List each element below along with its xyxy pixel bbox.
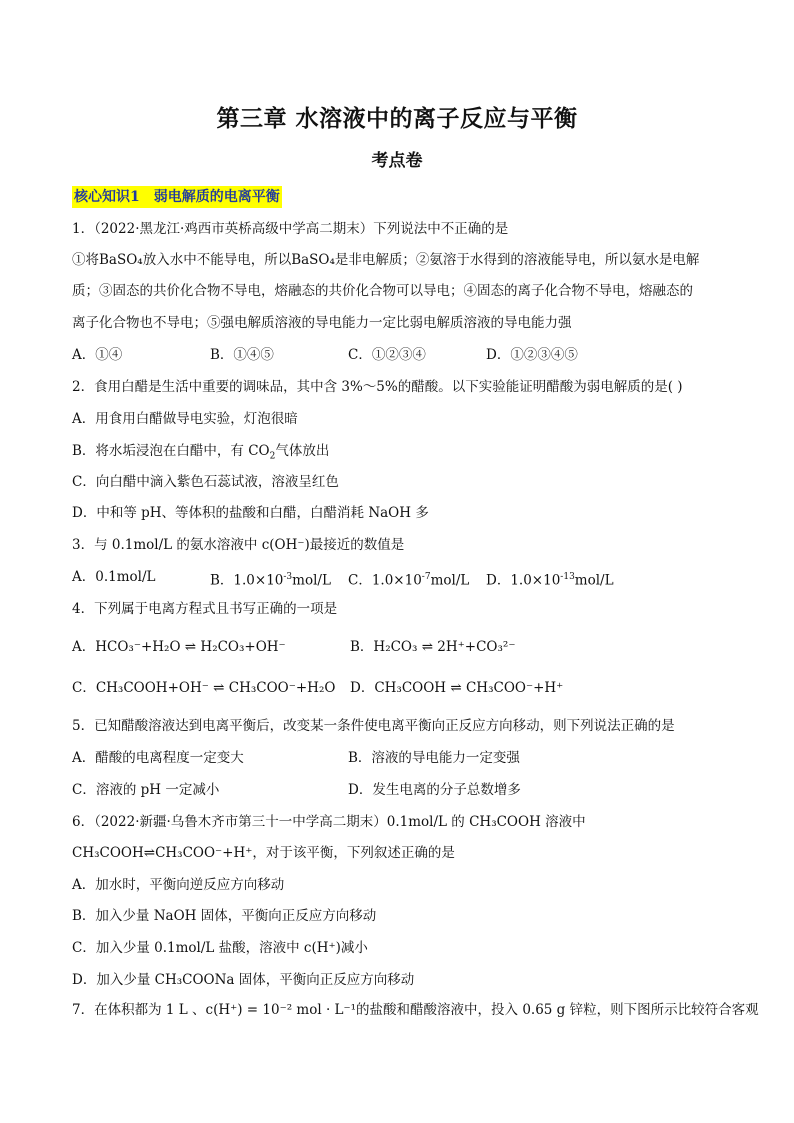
q4-option-d: D．CH₃COOH ⇌ CH₃COO⁻+H⁺ (350, 680, 564, 696)
section-heading: 核心知识1 弱电解质的电离平衡 (72, 186, 282, 208)
q3-option-b-pre: B．1.0×10 (210, 572, 284, 589)
q1-option-a: A．①④ (72, 347, 123, 363)
q3-option-c-post: mol/L (430, 572, 470, 589)
page-subtitle: 考点卷 (371, 151, 423, 171)
q2-option-b-pre: B．将水垢浸泡在白醋中，有 CO (72, 443, 270, 459)
q3-option-d-pre: D．1.0×10 (486, 572, 561, 589)
q1-body-line1: ①将BaSO₄放入水中不能导电，所以BaSO₄是非电解质；②氨溶于水得到的溶液能导电，所以氨水是电解 (72, 252, 700, 268)
q3-option-d (486, 567, 614, 591)
q2-option-b-post: 气体放出 (275, 443, 330, 459)
q1-body-line2: 质；③固态的共价化合物不导电，熔融态的共价化合物可以导电；④固态的离子化合物不导电，熔融态的 (72, 283, 693, 299)
q3-option-b-post: mol/L (292, 572, 331, 589)
q4-option-b: B．H₂CO₃ ⇌ 2H⁺+CO₃²⁻ (350, 639, 516, 655)
q1-option-c: C．①②③④ (348, 347, 426, 363)
q2-stem: 2．食用白醋是生活中重要的调味品，其中含 3%～5%的醋酸。以下实验能证明醋酸为弱电解质的是( ) (72, 379, 683, 395)
q3-option-a: A．0.1mol/L (72, 569, 156, 585)
q2-option-a: A．用食用白醋做导电实验，灯泡很暗 (72, 411, 298, 427)
q4-option-a: A．HCO₃⁻+H₂O ⇌ H₂CO₃+OH⁻ (72, 639, 286, 655)
page-title: 第三章 水溶液中的离子反应与平衡 (216, 105, 578, 132)
q3-option-d-sup: -13 (560, 572, 575, 582)
q3-option-d-post: mol/L (574, 572, 614, 589)
q2-option-b (72, 441, 329, 467)
q3-option-b-sup: -3 (283, 572, 293, 582)
q1-option-b: B．①④⑤ (210, 347, 274, 363)
q2-option-b-sub: 2 (269, 451, 276, 462)
q5-option-b: B．溶液的导电能力一定变强 (348, 750, 520, 766)
q4-option-c: C．CH₃COOH+OH⁻ ⇌ CH₃COO⁻+H₂O (72, 680, 336, 696)
q6-option-c: C．加入少量 0.1mol/L 盐酸，溶液中 c(H⁺)减小 (72, 940, 368, 956)
q2-option-d: D．中和等 pH、等体积的盐酸和白醋，白醋消耗 NaOH 多 (72, 505, 429, 521)
q1-stem: 1．（2022·黑龙江·鸡西市英桥高级中学高二期末）下列说法中不正确的是 (72, 221, 509, 237)
q3-option-c (348, 567, 469, 591)
q6-option-a: A．加水时，平衡向逆反应方向移动 (72, 877, 285, 893)
q5-option-c: C．溶液的 pH 一定减小 (72, 782, 220, 798)
q3-option-c-pre: C．1.0×10 (348, 572, 422, 589)
q5-stem: 5．已知醋酸溶液达到电离平衡后，改变某一条件使电离平衡向正反应方向移动，则下列说法正确的是 (72, 718, 675, 734)
q6-option-b: B．加入少量 NaOH 固体，平衡向正反应方向移动 (72, 908, 377, 924)
q4-stem: 4．下列属于电离方程式且书写正确的一项是 (72, 601, 338, 617)
q3-option-c-sup: -7 (421, 572, 431, 582)
q5-option-a: A．醋酸的电离程度一定变大 (72, 750, 244, 766)
q7-stem: 7．在体积都为 1 L 、c(H⁺) = 10⁻² mol · L⁻¹的盐酸和醋酸溶液中，投入 0.65 g 锌粒，则下图所示比较符合客观 (72, 1002, 759, 1018)
q3-stem: 3．与 0.1mol/L 的氨水溶液中 c(OH⁻)最接近的数值是 (72, 537, 405, 553)
q6-stem-line1: 6．（2022·新疆·乌鲁木齐市第三十一中学高二期末）0.1mol/L 的 CH₃COOH 溶液中 (72, 814, 586, 830)
q1-body-line3: 离子化合物也不导电；⑤强电解质溶液的导电能力一定比弱电解质溶液的导电能力强 (72, 315, 572, 331)
q6-stem-line2: CH₃COOH⇌CH₃COO⁻+H⁺，对于该平衡，下列叙述正确的是 (72, 845, 455, 861)
q3-option-b (210, 567, 331, 591)
q6-option-d: D．加入少量 CH₃COONa 固体，平衡向正反应方向移动 (72, 972, 415, 988)
q1-option-d: D．①②③④⑤ (486, 347, 578, 363)
q5-option-d: D．发生电离的分子总数增多 (348, 782, 521, 798)
q2-option-c: C．向白醋中滴入紫色石蕊试液，溶液呈红色 (72, 474, 339, 490)
